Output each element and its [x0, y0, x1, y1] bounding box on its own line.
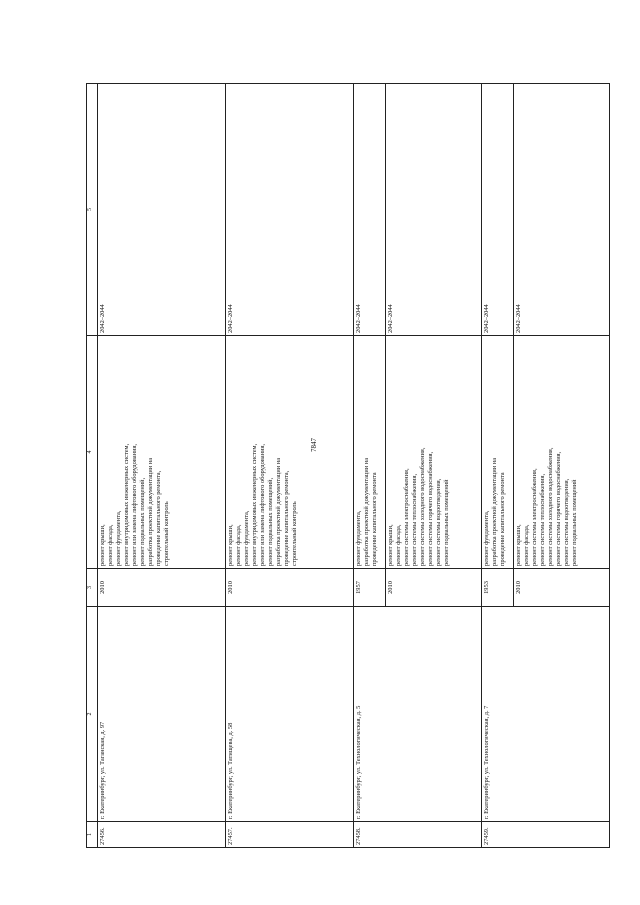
work-item: ремонт системы холодного водоснабжения,: [419, 447, 426, 566]
work-item: ремонт крыши,: [515, 524, 522, 566]
work-item: ремонт внутридомовых инженерных систем,: [123, 443, 130, 566]
work-item: ремонт системы теплоснабжения,: [411, 473, 418, 566]
work-item: ремонт подвальных помещений,: [139, 477, 146, 566]
work-item: разработка проектной документации на: [491, 457, 498, 566]
work-item: ремонт подвальных помещений: [571, 479, 578, 566]
work-item: ремонт фундамента,: [243, 510, 250, 566]
work-item: проведение капитального ремонта,: [155, 470, 162, 566]
header-col-4: 4: [87, 336, 98, 569]
work-item: ремонт системы горячего водоснабжения,: [427, 451, 434, 566]
table-row: [226, 84, 354, 848]
works-cell: [386, 336, 482, 569]
work-item: ремонт системы водоотведения,: [435, 478, 442, 566]
period-cell: 2042–2044: [98, 84, 226, 336]
header-col-1: 1: [87, 822, 98, 848]
work-item: разработка проектной документации на: [147, 457, 154, 566]
table-row: [98, 84, 226, 848]
period-cell: 2042–2044: [226, 84, 354, 336]
work-item: ремонт фасада,: [235, 524, 242, 566]
period-cell: 2042–2044: [514, 84, 610, 336]
period-cell: 2042–2044: [482, 84, 514, 336]
row-number: 27457.: [226, 822, 354, 848]
works-cell: [98, 336, 226, 569]
period-cell: 2042–2044: [386, 84, 482, 336]
works-cell: [514, 336, 610, 569]
works-cell: [226, 336, 354, 569]
address-cell: г. Екатеринбург, ул. Таганская, д. 97: [98, 607, 226, 822]
work-item: проведение капитального ремонта: [499, 472, 506, 566]
work-item: разработка проектной документации на: [363, 457, 370, 566]
table-body: [98, 84, 610, 848]
work-item: ремонт или замена лифтового оборудования,: [259, 443, 266, 566]
work-item: строительный контроль: [291, 501, 298, 566]
work-item: ремонт внутридомовых инженерных систем,: [251, 443, 258, 566]
work-item: ремонт фундамента,: [355, 510, 362, 566]
address-cell: г. Екатеринбург, ул. Технологическая, д. 5: [354, 607, 482, 822]
year-cell: 2010: [514, 569, 610, 607]
work-item: проведение капитального ремонта,: [283, 470, 290, 566]
work-item: ремонт фасада,: [395, 524, 402, 566]
work-item: ремонт фундамента,: [115, 510, 122, 566]
row-number: 27458.: [354, 822, 482, 848]
header-col-3: 3: [87, 569, 98, 607]
address-cell: г. Екатеринбург, ул. Татищева, д. 58: [226, 607, 354, 822]
works-cell: [482, 336, 514, 569]
repair-schedule-table: [86, 83, 610, 848]
table-row: [354, 84, 386, 848]
works-cell: [354, 336, 386, 569]
work-item: ремонт подвальных помещений: [443, 479, 450, 566]
work-item: ремонт фасада,: [523, 524, 530, 566]
work-item: проведение капитального ремонта: [371, 472, 378, 566]
work-item: ремонт крыши,: [387, 524, 394, 566]
work-item: ремонт системы водоотведения,: [563, 478, 570, 566]
work-item: ремонт фундамента,: [483, 510, 490, 566]
table-row: [482, 84, 514, 848]
work-item: ремонт системы холодного водоснабжения,: [547, 447, 554, 566]
work-item: ремонт фасада,: [107, 524, 114, 566]
work-item: ремонт системы горячего водоснабжения,: [555, 451, 562, 566]
work-item: ремонт или замена лифтового оборудования,: [131, 443, 138, 566]
row-number: 27459.: [482, 822, 610, 848]
year-cell: 2010: [98, 569, 226, 607]
work-item: ремонт крыши,: [99, 524, 106, 566]
header-col-5: 5: [87, 84, 98, 336]
year-cell: 2010: [226, 569, 354, 607]
year-cell: 2010: [386, 569, 482, 607]
address-cell: г. Екатеринбург, ул. Технологическая, д. 7: [482, 607, 610, 822]
page-number-text: 7847: [310, 438, 318, 452]
work-item: ремонт системы теплоснабжения,: [539, 473, 546, 566]
year-cell: 1957: [354, 569, 386, 607]
year-cell: 1953: [482, 569, 514, 607]
row-number: 27456.: [98, 822, 226, 848]
header-row: [87, 84, 98, 848]
header-col-2: 2: [87, 607, 98, 822]
period-cell: 2042–2044: [354, 84, 386, 336]
work-item: строительный контроль: [163, 501, 170, 566]
work-item: ремонт подвальных помещений,: [267, 477, 274, 566]
work-item: ремонт системы электроснабжения,: [531, 468, 538, 566]
work-item: ремонт крыши,: [227, 524, 234, 566]
work-item: разработка проектной документации на: [275, 457, 282, 566]
work-item: ремонт системы электроснабжения,: [403, 468, 410, 566]
